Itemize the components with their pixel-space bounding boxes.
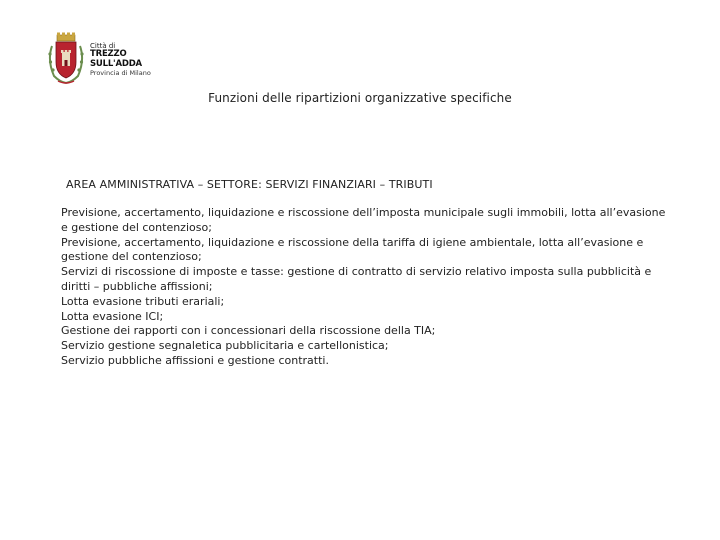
section-heading: AREA AMMINISTRATIVA – SETTORE: SERVIZI FINANZIARI – TRIBUTI	[66, 178, 433, 191]
logo-province: Provincia di Milano	[90, 68, 151, 77]
municipality-logo	[46, 32, 176, 86]
list-item: Previsione, accertamento, liquidazione e riscossione dell’imposta municipale sugli immobili, lotta all’evasione e gestione del contenzioso;	[61, 206, 666, 234]
functions-list	[61, 206, 666, 369]
logo-wordmark	[90, 42, 176, 77]
logo-city-prefix: Città di	[90, 42, 116, 50]
list-item: Servizio gestione segnaletica pubblicitaria e cartellonistica;	[61, 339, 389, 353]
list-item: Gestione dei rapporti con i concessionari della riscossione della TIA;	[61, 324, 436, 338]
list-item: Lotta evasione ICI;	[61, 309, 164, 323]
list-item: Servizi di riscossione di imposte e tasse: gestione di contratto di servizio relativo imposta sulla pubblicità e diritti – pubbliche affissioni;	[61, 265, 652, 293]
municipal-coat-of-arms-icon	[46, 32, 86, 86]
list-item: Previsione, accertamento, liquidazione e riscossione della tariffa di igiene ambientale, lotta all’evasione e gestione del contenzioso;	[61, 235, 644, 264]
list-item: Servizio pubbliche affissioni e gestione contratti.	[61, 353, 329, 367]
list-item: Lotta evasione tributi erariali;	[61, 294, 225, 308]
document-title: Funzioni delle ripartizioni organizzative specifiche	[208, 91, 512, 105]
logo-city-name: TREZZO SULL'ADDA	[90, 49, 142, 69]
